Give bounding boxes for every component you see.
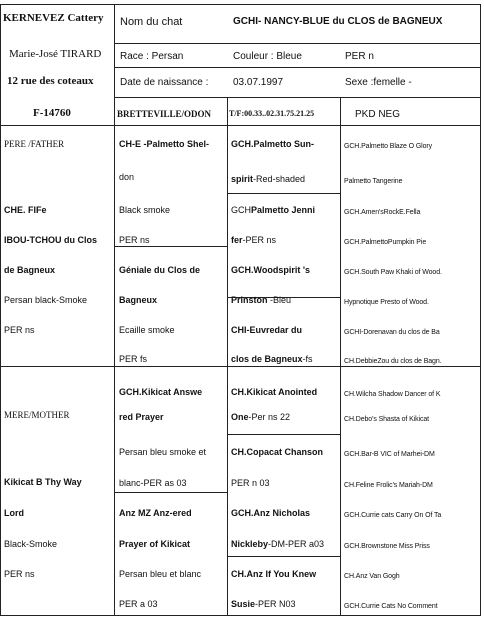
grandparent-1-line-3: Black smoke <box>119 205 171 215</box>
gggp-16: GCH.Currie Cats No Comment <box>344 603 438 610</box>
mother-heading: MERE/MOTHER <box>4 410 70 420</box>
divider-info-row-2 <box>114 67 481 68</box>
ggp-divider-3 <box>227 434 340 435</box>
cat-name-label: Nom du chat <box>120 16 183 28</box>
divider-info-row-3 <box>114 97 481 98</box>
gggp-14: GCH.Brownstone Miss Priss <box>344 543 430 550</box>
great-grandparent-7-line-2 <box>231 540 324 549</box>
great-grandparent-6-registration: PER n 03 <box>231 478 270 488</box>
grandparent-2-line-3: Ecaille smoke <box>119 325 175 335</box>
grandparent-3-line-2: red Prayer <box>119 412 164 422</box>
gggp-6: Hypnotique Presto of Wood. <box>344 299 429 306</box>
divider-parents <box>0 366 481 367</box>
gp-divider-1 <box>114 246 227 247</box>
great-grandparent-4-line-2 <box>231 355 313 364</box>
great-grandparent-4-name-end: clos de Bagneux <box>231 354 303 364</box>
great-grandparent-5-registration: -Per ns 22 <box>248 412 291 422</box>
great-grandparent-7-registration: -DM-PER a03 <box>268 539 325 549</box>
great-grandparent-3-line-1: GCH.Woodspirit 's <box>231 265 310 275</box>
grandparent-3-line-1: GCH.Kikicat Answe <box>119 387 203 397</box>
gggp-7: GCHI-Dorenavan du clos de Ba <box>344 329 440 336</box>
great-grandparent-7-name-end: Nickleby <box>231 539 269 549</box>
gggp-12: CH.Feline Frolic's Mariah-DM <box>344 482 433 489</box>
grandparent-3-line-4: blanc-PER as 03 <box>119 478 187 488</box>
pkd-test-result: PKD NEG <box>355 109 401 120</box>
great-grandparent-1-colour: -Red-shaded <box>253 174 306 184</box>
column-rule-1 <box>114 4 115 616</box>
grandparent-2-line-4: PER fs <box>119 354 148 364</box>
great-grandparent-5-line-1: CH.Kikicat Anointed <box>231 387 318 397</box>
grandparent-2-line-1: Géniale du Clos de <box>119 265 201 275</box>
great-grandparent-4-registration: -fs <box>302 354 313 364</box>
great-grandparent-1-line-2 <box>231 175 305 184</box>
great-grandparent-8-registration: -PER N03 <box>255 599 296 609</box>
breeder-address: 12 rue des coteaux <box>7 75 94 87</box>
outer-border-bottom <box>0 615 481 616</box>
ggp-divider-4 <box>227 556 340 557</box>
gggp-13: GCH.Currie cats Carry On Of Ta <box>344 512 442 519</box>
great-grandparent-1-name-end: spirit <box>231 174 254 184</box>
mother-colour: Black-Smoke <box>4 539 58 549</box>
registration-code: PER n <box>345 51 374 62</box>
race-label: Race : Persan <box>120 51 184 62</box>
breeder-postcode: F-14760 <box>33 107 71 119</box>
breeder-owner: Marie-José TIRARD <box>9 48 102 60</box>
grandparent-4-line-1: Anz MZ Anz-ered <box>119 508 192 518</box>
father-registration: PER ns <box>4 325 35 335</box>
great-grandparent-2-name-end: fer <box>231 235 243 245</box>
great-grandparent-8-line-1: CH.Anz If You Knew <box>231 569 317 579</box>
grandparent-3-line-3: Persan bleu smoke et <box>119 447 207 457</box>
grandparent-4-line-3: Persan bleu et blanc <box>119 569 202 579</box>
grandparent-1-line-2: don <box>119 172 135 182</box>
column-rule-3 <box>340 97 341 616</box>
great-grandparent-2-registration: -PER ns <box>242 235 277 245</box>
colour-label: Couleur : Bleue <box>233 51 302 62</box>
great-grandparent-5-line-2 <box>231 413 290 422</box>
grandparent-1-line-4: PER ns <box>119 235 150 245</box>
sex-value: Sexe :femelle - <box>345 77 412 88</box>
father-name-line-2: IBOU-TCHOU du Clos <box>4 235 97 245</box>
divider-header-bottom <box>0 125 481 126</box>
gggp-11: GCH.Bar-B VIC of Marhei-DM <box>344 451 435 458</box>
great-grandparent-3-name-end: Prinston <box>231 295 268 305</box>
outer-border-right <box>480 4 481 616</box>
gggp-15: CH.Anz Van Gogh <box>344 573 400 580</box>
father-name-line-3: de Bagneux <box>4 265 56 275</box>
great-grandparent-8-line-2 <box>231 600 296 609</box>
great-grandparent-3-line-2 <box>231 296 291 305</box>
gggp-1: GCH.Palmetto Blaze O Glory <box>344 143 433 150</box>
grandparent-4-line-4: PER a 03 <box>119 599 158 609</box>
mother-name-line-2: Lord <box>4 508 24 518</box>
gggp-5: GCH.South Paw Khaki of Wood. <box>344 269 442 276</box>
great-grandparent-3-colour: -Bleu <box>267 295 292 305</box>
great-grandparent-2-line-1 <box>231 206 315 215</box>
father-breed: Persan black-Smoke <box>4 295 88 305</box>
outer-border-left <box>0 4 1 616</box>
great-grandparent-6-line-1: CH.Copacat Chanson <box>231 447 324 457</box>
ggp-divider-1 <box>227 193 340 194</box>
mother-registration: PER ns <box>4 569 35 579</box>
great-grandparent-7-line-1: GCH.Anz Nicholas <box>231 508 311 518</box>
divider-info-row-1 <box>114 43 481 44</box>
father-heading: PERE /FATHER <box>4 139 65 149</box>
great-grandparent-2-name: Palmetto Jenni <box>251 205 316 215</box>
gp-divider-2 <box>114 492 227 493</box>
gggp-4: GCH.PalmettoPumpkin Pie <box>344 239 427 246</box>
column-rule-2 <box>227 97 228 616</box>
gggp-3: GCH.Amen'sRockE.Fella <box>344 209 421 216</box>
grandparent-2-line-2: Bagneux <box>119 295 158 305</box>
cat-name-value: GCHI- NANCY-BLUE du CLOS de BAGNEUX <box>233 16 443 27</box>
great-grandparent-2-title: GCH <box>231 205 251 215</box>
birth-date-value: 03.07.1997 <box>233 77 284 88</box>
mother-name-line-1: Kikicat B Thy Way <box>4 477 82 487</box>
breeder-cattery: KERNEVEZ Cattery <box>3 12 104 24</box>
grandparent-1-line-1: CH-E -Palmetto Shel- <box>119 139 210 149</box>
grandparent-4-line-2: Prayer of Kikicat <box>119 539 191 549</box>
father-name-line-1: CHE. FIFe <box>4 205 47 215</box>
outer-border-top <box>0 4 481 5</box>
birth-date-label: Date de naissance : <box>120 77 209 88</box>
gggp-2: Palmetto Tangerine <box>344 178 403 185</box>
gggp-10: CH.Debo's Shasta of Kikicat <box>344 416 430 423</box>
gggp-8: CH.DebbieZou du clos de Bagn. <box>344 358 442 365</box>
great-grandparent-4-line-1: CHI-Euvredar du <box>231 325 303 335</box>
great-grandparent-1-line-1: GCH.Palmetto Sun- <box>231 139 315 149</box>
breeder-phone: T/F:00.33..02.31.75.21.25 <box>229 109 315 118</box>
great-grandparent-5-name-end: One <box>231 412 249 422</box>
gggp-9: CH.Wilcha Shadow Dancer of K <box>344 391 441 398</box>
great-grandparent-8-name-end: Susie <box>231 599 256 609</box>
great-grandparent-6-line-2 <box>231 479 270 488</box>
breeder-city: BRETTEVILLE/ODON <box>117 109 212 119</box>
great-grandparent-2-line-2 <box>231 236 276 245</box>
